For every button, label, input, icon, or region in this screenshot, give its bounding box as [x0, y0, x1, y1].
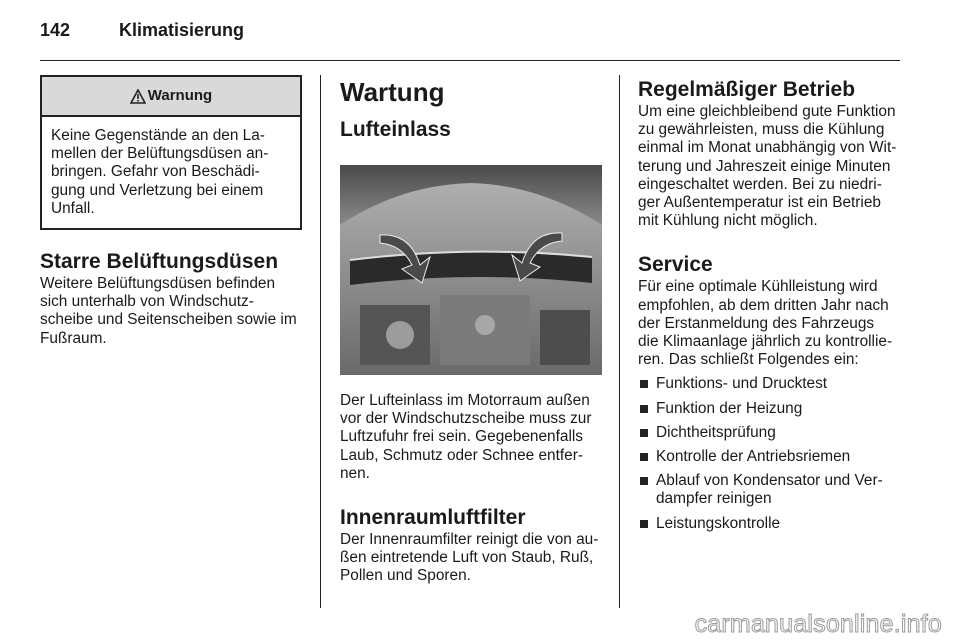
column-right — [638, 75, 904, 533]
section-heading-starre: Starre Belüftungsdüsen — [40, 250, 279, 274]
watermark: carmanualsonline.info — [694, 610, 942, 638]
warning-line: mellen der Belüftungsdüsen an- — [51, 145, 269, 163]
section-heading-wartung: Wartung — [340, 77, 445, 107]
engine-bay-photo — [340, 165, 602, 375]
list-item-text: Dichtheitsprüfung — [656, 423, 776, 441]
lufteinlass-paragraph — [340, 392, 602, 483]
service-line: ren. Das schließt Folgendes ein: — [638, 351, 859, 369]
regel-line: terung und Jahreszeit einige Minuten — [638, 157, 891, 175]
list-item — [638, 375, 904, 393]
innenraum-line: ßen eintretende Luft von Staub, Ruß, — [340, 549, 594, 567]
starre-line: scheibe und Seitenscheiben sowie im — [40, 311, 297, 329]
lufteinlass-line: vor der Windschutzscheibe muss zur — [340, 410, 592, 428]
subheading-innenraumluftfilter: Innenraumluftfilter — [340, 506, 526, 530]
innenraum-paragraph — [340, 531, 602, 586]
lufteinlass-line: Der Lufteinlass im Motorraum außen — [340, 392, 590, 409]
warning-text — [42, 117, 300, 228]
column-middle — [340, 75, 602, 586]
starre-paragraph — [40, 275, 302, 348]
regel-line: einmal im Monat unabhängig von Wit- — [638, 139, 897, 157]
lufteinlass-line: nen. — [340, 464, 370, 482]
regel-line: eingeschaltet werden. Bei zu niedri- — [638, 175, 882, 193]
starre-line: Fußraum. — [40, 329, 107, 347]
service-line: Für eine optimale Kühlleistung wird — [638, 278, 878, 296]
list-item-text: Ablauf von Kondensator und Ver- — [656, 472, 883, 490]
list-item — [638, 472, 904, 508]
list-item — [638, 424, 904, 442]
warning-line: Keine Gegenstände an den La- — [51, 127, 265, 144]
header-divider — [40, 60, 900, 61]
list-item — [638, 400, 904, 418]
warning-box — [40, 75, 302, 230]
list-item-text: Funktion der Heizung — [656, 399, 803, 417]
list-item-text: Leistungskontrolle — [656, 514, 781, 532]
regel-line: zu gewährleisten, muss die Kühlung — [638, 121, 885, 139]
warning-header — [42, 77, 300, 117]
section-heading-service: Service — [638, 253, 713, 277]
chapter-title: Klimatisierung — [119, 20, 245, 40]
list-item — [638, 515, 904, 533]
starre-line: Weitere Belüftungsdüsen befinden — [40, 275, 276, 293]
list-item — [638, 448, 904, 466]
lufteinlass-line: Laub, Schmutz oder Schnee entfer- — [340, 446, 583, 464]
lufteinlass-line: Luftzufuhr frei sein. Gegebenenfalls — [340, 428, 583, 446]
warning-line: gung und Verletzung bei einem — [51, 181, 264, 199]
service-paragraph — [638, 278, 904, 369]
warning-triangle-icon — [130, 89, 146, 104]
starre-line: sich unterhalb von Windschutz- — [40, 293, 254, 311]
section-heading-regelmaessiger-betrieb: Regelmäßiger Betrieb — [638, 78, 856, 101]
page-number: 142 — [40, 20, 71, 40]
engine-bay-illustration — [340, 165, 602, 375]
column-left — [40, 75, 302, 348]
column-divider-1 — [320, 75, 321, 608]
regel-line: Um eine gleichbleibend gute Funktion — [638, 103, 896, 120]
list-item-text: Funktions- und Drucktest — [656, 375, 828, 393]
innenraum-line: Der Innenraumfilter reinigt die von au- — [340, 531, 599, 549]
service-line: empfohlen, ab dem dritten Jahr nach — [638, 296, 889, 314]
service-line: die Klimaanlage jährlich zu kontrollie- — [638, 333, 893, 351]
warning-line: bringen. Gefahr von Beschädi- — [51, 163, 260, 181]
regel-paragraph — [638, 103, 904, 230]
innenraum-line: Pollen und Sporen. — [340, 567, 471, 585]
list-item-text: dampfer reinigen — [656, 490, 772, 508]
regel-line: ger Außentemperatur ist ein Betrieb — [638, 194, 881, 212]
service-line: der Erstanmeldung des Fahrzeugs — [638, 314, 875, 332]
service-checklist — [638, 375, 904, 532]
list-item-text: Kontrolle der Antriebsriemen — [656, 448, 851, 466]
warning-line: Unfall. — [51, 199, 95, 217]
warning-title: Warnung — [147, 86, 213, 104]
regel-line: mit Kühlung nicht möglich. — [638, 212, 818, 230]
subheading-lufteinlass: Lufteinlass — [340, 118, 451, 141]
column-divider-2 — [619, 75, 620, 608]
